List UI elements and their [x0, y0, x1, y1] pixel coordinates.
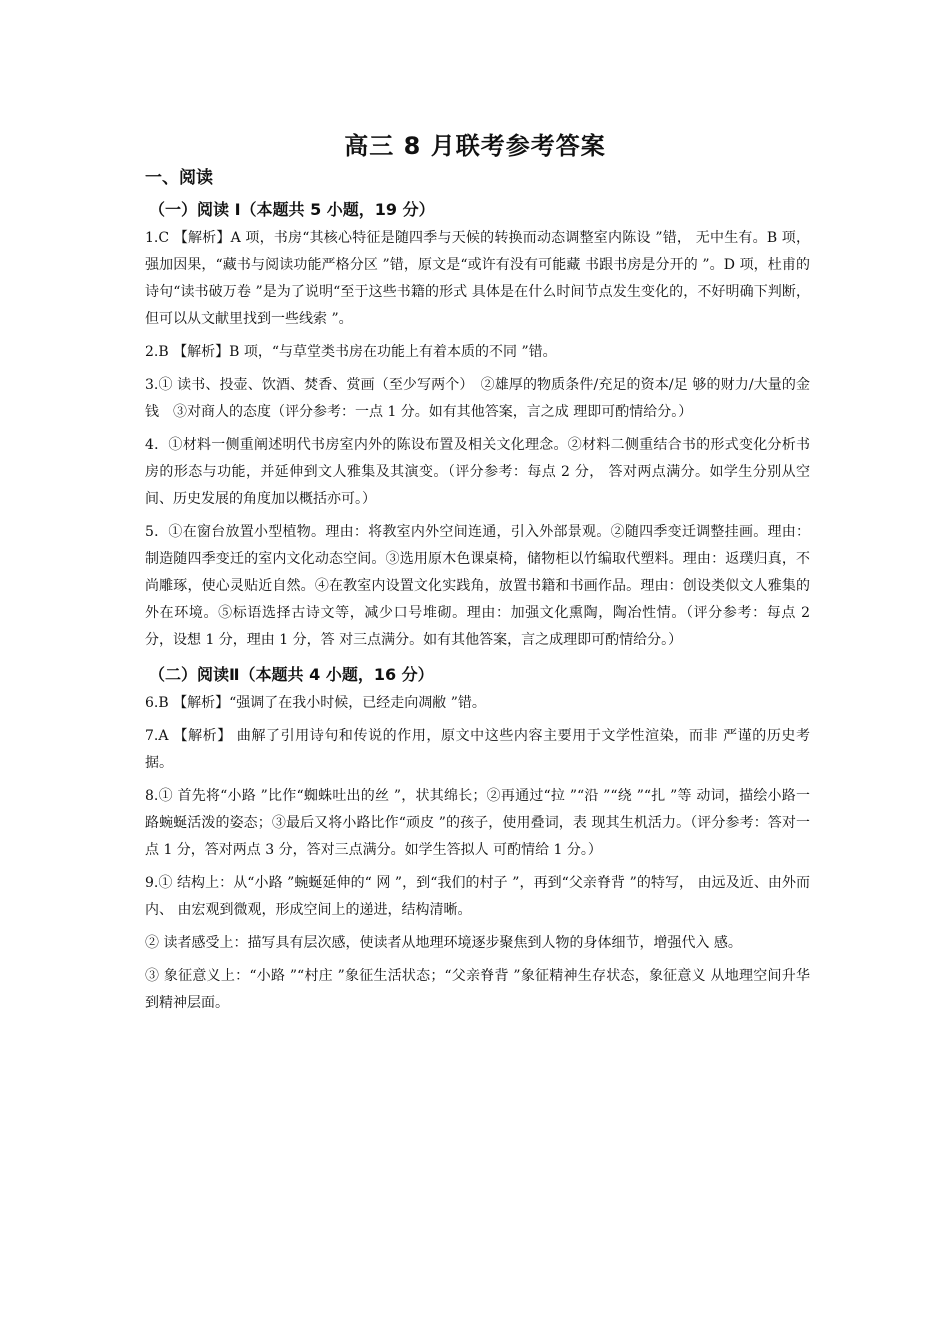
answer-4: 4．①材料一侧重阐述明代书房室内外的陈设布置及相关文化理念。②材料二侧重结合书的形式变化分析书房的形态与功能，并延伸到文人雅集及其演变。（评分参考：每点 2 分， 答对两点满分。如学生分别从空间、历史发展的角度加以概括亦可。）	[145, 437, 810, 507]
subsection-heading-reading-2: （二）阅读Ⅱ（本题共 4 小题，16 分）	[149, 665, 434, 684]
answer-3: 3.① 读书、投壶、饮酒、焚香、赏画（至少写两个） ②雄厚的物质条件/充足的资本/足 够的财力/大量的金钱 ③对商人的态度（评分参考：一点 1 分。如有其他答案，言之成 理即可酌情给分。）	[145, 377, 810, 420]
answer-5: 5．①在窗台放置小型植物。理由：将教室内外空间连通，引入外部景观。②随四季变迁调整挂画。理由：制造随四季变迁的室内文化动态空间。③选用原木色课桌椅，储物柜以竹编取代塑料。理由：返璞归真，不尚雕琢，使心灵贴近自然。④在教室内设置文化实践角，放置书籍和书画作品。理由：创设类似文人雅集的外在环境。⑤标语选择古诗文等，减少口号堆砌。理由：加强文化熏陶，陶冶性情。（评分参考：每点 2 分，设想 1 分，理由 1 分，答 对三点满分。如有其他答案，言之成理即可酌情给分。）	[145, 524, 810, 648]
answer-9-symbolism: ③ 象征意义上：“小路 ”“村庄 ”象征生活状态；“父亲脊背 ”象征精神生存状态，象征意义 从地理空间升华到精神层面。	[145, 968, 810, 1011]
page-title: 高三 8 月联考参考答案	[344, 132, 606, 160]
answer-9-structure: 9.① 结构上：从“小路 ”蜿蜒延伸的“ 网 ”，到“我们的村子 ”，再到“父亲脊背 ”的特写， 由远及近、由外而内、 由宏观到微观，形成空间上的递进，结构清晰。	[145, 875, 810, 918]
answer-9-reader: ② 读者感受上：描写具有层次感，使读者从地理环境逐步聚焦到人物的身体细节，增强代入 感。	[145, 935, 742, 951]
answer-7: 7.A 【解析】 曲解了引用诗句和传说的作用，原文中这些内容主要用于文学性渲染，而非 严谨的历史考据。	[145, 728, 810, 771]
subsection-heading-reading-1: （一）阅读 Ⅰ（本题共 5 小题，19 分）	[149, 200, 435, 219]
answer-6: 6.B 【解析】“强调了在我小时候，已经走向凋敝 ”错。	[145, 695, 486, 711]
section-heading-reading: 一、阅读	[145, 168, 213, 188]
answer-2: 2.B 【解析】B 项，“与草堂类书房在功能上有着本质的不同 ”错。	[145, 344, 557, 360]
answer-8: 8.① 首先将“小路 ”比作“蜘蛛吐出的丝 ”，状其绵长；②再通过“拉 ”“沿 ”“绕 ”“扎 ”等 动词，描绘小路一路蜿蜒活泼的姿态；③最后又将小路比作“顽皮 ”的孩子，使用叠词，表 现其生机活力。（评分参考：答对一点 1 分，答对两点 3 分，答对三点满分。如学生答拟人 可酌情给 1 分。）	[145, 788, 810, 858]
answer-1: 1.C 【解析】A 项，书房“其核心特征是随四季与天候的转换而动态调整室内陈设 ”错， 无中生有。B 项，强加因果，“藏书与阅读功能严格分区 ”错，原文是“或许有没有可能藏 书跟书房是分开的 ”。D 项，杜甫的诗句“读书破万卷 ”是为了说明“至于这些书籍的形式 具体是在什么时间节点发生变化的，不好明确下判断，但可以从文献里找到一些线索 ”。	[145, 230, 810, 327]
answer-content	[145, 165, 810, 1023]
